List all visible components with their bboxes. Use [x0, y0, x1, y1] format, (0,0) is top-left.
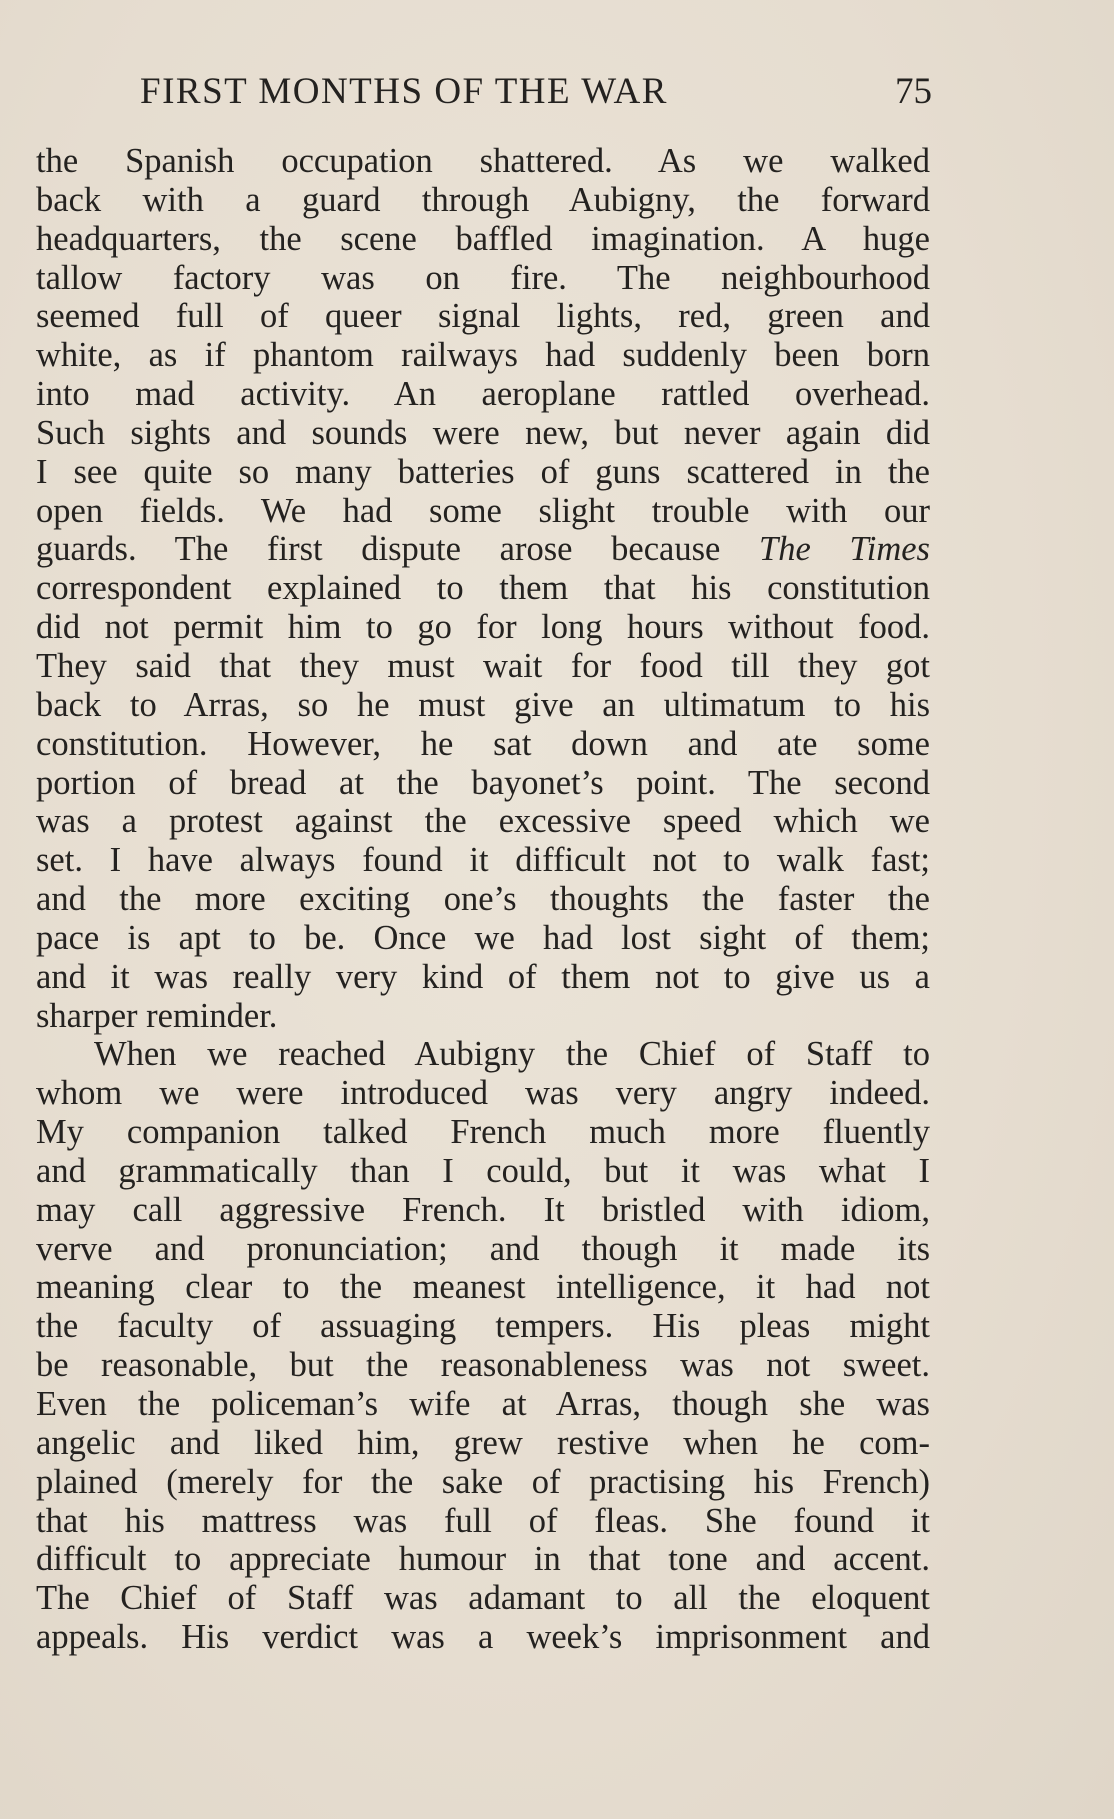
text-line: and grammatically than I could, but it was what I [36, 1151, 930, 1190]
text-line: and the more exciting one’s thoughts the faster the [36, 880, 930, 919]
text-line-part: guards. The first dispute arose because [36, 530, 760, 569]
text-line: meaning clear to the meanest intelligence, it had not [36, 1268, 930, 1307]
text-line: correspondent explained to them that his constitution [36, 569, 930, 608]
text-line: headquarters, the scene baffled imagination. A huge [36, 219, 930, 258]
chapter-title: FIRST MONTHS OF THE WAR [140, 71, 668, 112]
text-line: I see quite so many batteries of guns scattered in the [36, 452, 930, 491]
text-line: back to Arras, so he must give an ultimatum to his [36, 685, 930, 724]
text-line: seemed full of queer signal lights, red, green and [36, 297, 930, 336]
text-line: plained (merely for the sake of practising his French) [36, 1462, 930, 1501]
paragraph-end-line: sharper reminder. [36, 996, 278, 1035]
text-line: angelic and liked him, grew restive when he com- [36, 1423, 930, 1462]
text-line: Such sights and sounds were new, but never again did [36, 413, 930, 452]
text-line: verve and pronunciation; and though it made its [36, 1229, 930, 1268]
text-line: back with a guard through Aubigny, the forward [36, 180, 930, 219]
text-line-with-italic [36, 530, 930, 569]
text-line: the Spanish occupation shattered. As we walked [36, 142, 930, 180]
text-line: may call aggressive French. It bristled with idiom, [36, 1190, 930, 1229]
text-line: tallow factory was on fire. The neighbourhood [36, 258, 930, 297]
text-line: whom we were introduced was very angry indeed. [36, 1074, 930, 1113]
text-line: that his mattress was full of fleas. She found it [36, 1501, 930, 1540]
text-line: white, as if phantom railways had suddenly been born [36, 336, 930, 375]
text-line: appeals. His verdict was a week’s imprisonment and [36, 1618, 930, 1657]
text-line: into mad activity. An aeroplane rattled overhead. [36, 375, 930, 414]
text-line: open fields. We had some slight trouble with our [36, 491, 930, 530]
text-line: constitution. However, he sat down and ate some [36, 724, 930, 763]
text-line: set. I have always found it difficult not to walk fast; [36, 841, 930, 880]
body-text [36, 142, 930, 1657]
text-line: My companion talked French much more fluently [36, 1113, 930, 1152]
running-head [140, 68, 932, 116]
newspaper-title-italic: The Times [759, 530, 930, 569]
text-line: did not permit him to go for long hours without food. [36, 608, 930, 647]
text-line: The Chief of Staff was adamant to all the eloquent [36, 1579, 930, 1618]
paragraph-start-line: When we reached Aubigny the Chief of Staff to [94, 1035, 930, 1074]
text-line: portion of bread at the bayonet’s point. The second [36, 763, 930, 802]
text-line: difficult to appreciate humour in that tone and accent. [36, 1540, 930, 1579]
text-line: be reasonable, but the reasonableness was not sweet. [36, 1346, 930, 1385]
text-line: Even the policeman’s wife at Arras, though she was [36, 1385, 930, 1423]
text-line: the faculty of assuaging tempers. His pleas might [36, 1307, 930, 1346]
text-line: was a protest against the excessive speed which we [36, 802, 930, 841]
page-number: 75 [895, 71, 932, 112]
text-line: pace is apt to be. Once we had lost sight of them; [36, 918, 930, 957]
text-line: They said that they must wait for food till they got [36, 646, 930, 685]
text-line: and it was really very kind of them not to give us a [36, 957, 930, 996]
